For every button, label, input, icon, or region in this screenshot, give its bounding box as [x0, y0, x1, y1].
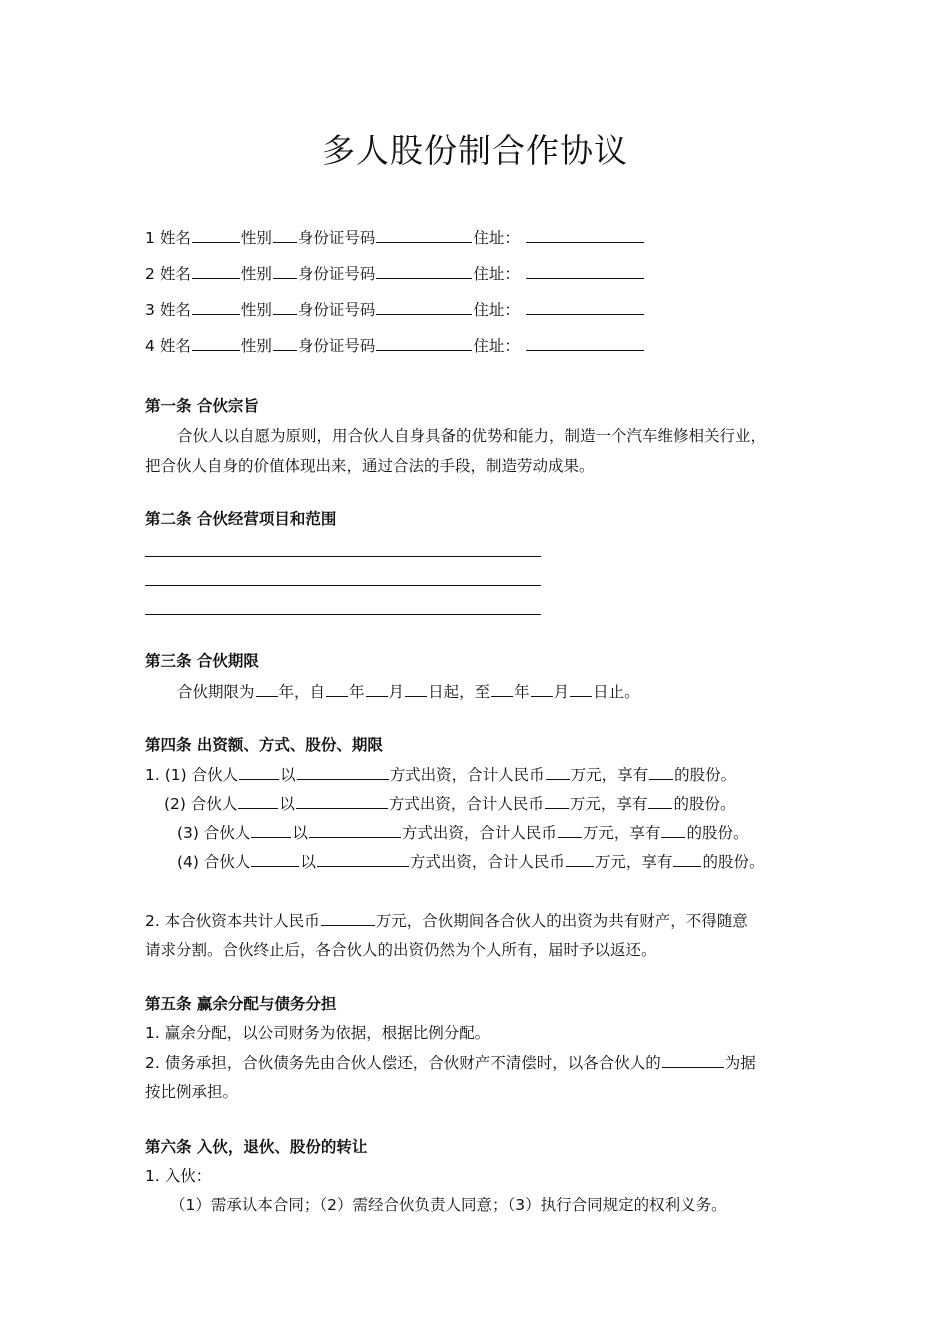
profit-line: 1. 赢余分配，以公司财务为依据，根据比例分配。 [145, 1024, 491, 1042]
partner-blank[interactable] [238, 792, 278, 809]
party-row: 1 姓名 性别 身份证号码 住址： [145, 226, 645, 249]
method-blank[interactable] [296, 792, 388, 809]
address-blank[interactable] [526, 334, 644, 351]
contribution-row: 1. (1) 合伙人 以 方式出资，合计人民币 万元，享有 的股份。 [145, 763, 736, 786]
partner-blank[interactable] [239, 763, 279, 780]
scope-blank-line[interactable] [145, 556, 541, 557]
debt-line: 按比例承担。 [145, 1083, 239, 1101]
id-blank[interactable] [376, 298, 472, 315]
gender-blank[interactable] [273, 262, 297, 279]
debt-basis-blank[interactable] [662, 1051, 724, 1068]
total-capital-blank[interactable] [321, 909, 375, 926]
amount-blank[interactable] [558, 821, 582, 838]
share-blank[interactable] [673, 850, 701, 867]
partner-blank[interactable] [251, 850, 299, 867]
amount-blank[interactable] [545, 792, 569, 809]
start-month-blank[interactable] [366, 680, 388, 697]
article-1-heading: 第一条 合伙宗旨 [145, 397, 259, 415]
article-2-heading: 第二条 合伙经营项目和范围 [145, 510, 337, 528]
term-line: 合伙期限为 年，自 年 月 日起，至 年 月 日止。 [177, 680, 640, 703]
end-year-blank[interactable] [491, 680, 513, 697]
id-blank[interactable] [376, 334, 472, 351]
capital-line: 2. 本合伙资本共计人民币 万元，合伙期间各合伙人的出资为共有财产，不得随意 [145, 909, 748, 932]
share-blank[interactable] [649, 763, 673, 780]
term-years-blank[interactable] [256, 680, 278, 697]
contribution-row: (2) 合伙人 以 方式出资，合计人民币 万元，享有 的股份。 [164, 792, 735, 815]
gender-blank[interactable] [273, 334, 297, 351]
share-blank[interactable] [661, 821, 685, 838]
admission-conditions: （1）需承认本合同；（2）需经合伙负责人同意；（3）执行合同规定的权利义务。 [170, 1196, 727, 1214]
method-blank[interactable] [309, 821, 401, 838]
name-blank[interactable] [192, 262, 240, 279]
id-blank[interactable] [376, 226, 472, 243]
name-blank[interactable] [192, 226, 240, 243]
debt-line: 2. 债务承担，合伙债务先由合伙人偿还，合伙财产不清偿时，以各合伙人的 为据 [145, 1051, 756, 1074]
party-row: 3 姓名 性别 身份证号码 住址： [145, 298, 645, 321]
article-3-heading: 第三条 合伙期限 [145, 652, 259, 670]
partner-blank[interactable] [251, 821, 291, 838]
amount-blank[interactable] [566, 850, 594, 867]
admission-label: 1. 入伙： [145, 1167, 212, 1185]
article-5-heading: 第五条 赢余分配与债务分担 [145, 995, 337, 1013]
article-6-heading: 第六条 入伙，退伙、股份的转让 [145, 1138, 368, 1156]
contribution-row: (3) 合伙人 以 方式出资，合计人民币 万元，享有 的股份。 [177, 821, 748, 844]
amount-blank[interactable] [546, 763, 570, 780]
scope-blank-line[interactable] [145, 614, 541, 615]
capital-line: 请求分割。合伙终止后，各合伙人的出资仍然为个人所有，届时予以返还。 [145, 941, 657, 959]
address-blank[interactable] [526, 226, 644, 243]
start-year-blank[interactable] [326, 680, 348, 697]
name-blank[interactable] [192, 298, 240, 315]
contribution-row: (4) 合伙人 以 方式出资，合计人民币 万元，享有 的股份。 [177, 850, 764, 873]
article-4-heading: 第四条 出资额、方式、股份、期限 [145, 736, 383, 754]
address-blank[interactable] [526, 262, 644, 279]
id-blank[interactable] [376, 262, 472, 279]
start-day-blank[interactable] [405, 680, 427, 697]
end-day-blank[interactable] [570, 680, 592, 697]
article-1-text-line: 把合伙人自身的价值体现出来，通过合法的手段，制造劳动成果。 [145, 457, 595, 475]
end-month-blank[interactable] [531, 680, 553, 697]
party-row: 4 姓名 性别 身份证号码 住址： [145, 334, 645, 357]
gender-blank[interactable] [273, 298, 297, 315]
address-blank[interactable] [526, 298, 644, 315]
article-1-text-line: 合伙人以自愿为原则，用合伙人自身具备的优势和能力，制造一个汽车维修相关行业， [177, 427, 767, 445]
method-blank[interactable] [317, 850, 409, 867]
name-blank[interactable] [192, 334, 240, 351]
method-blank[interactable] [297, 763, 389, 780]
gender-blank[interactable] [273, 226, 297, 243]
scope-blank-line[interactable] [145, 585, 541, 586]
party-row: 2 姓名 性别 身份证号码 住址： [145, 262, 645, 285]
document-title: 多人股份制合作协议 [322, 131, 628, 170]
share-blank[interactable] [648, 792, 672, 809]
